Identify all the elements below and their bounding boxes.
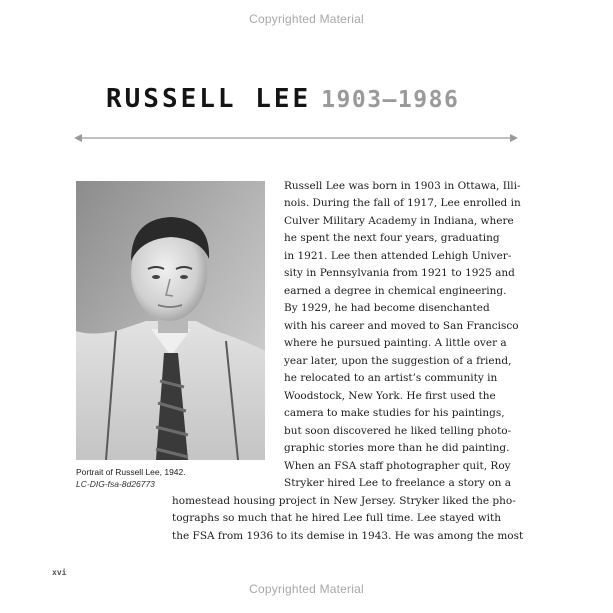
body-line: Stryker hired Lee to freelance a story on a [284,477,511,489]
caption-text: Portrait of Russell Lee, 1942. [76,467,186,477]
body-line: homestead housing project in New Jersey. Stryker liked the pho- [172,495,516,507]
body-line: he relocated to an artist’s community in [284,372,498,384]
body-line: he spent the next four years, graduating [284,232,500,244]
body-line: When an FSA staff photographer quit, Roy [284,460,511,472]
body-line: By 1929, he had become disenchanted [284,302,490,314]
body-line: nois. During the fall of 1917, Lee enrolled in [284,197,521,209]
copyright-watermark-top: Copyrighted Material [249,12,364,26]
body-line: sity in Pennsylvania from 1921 to 1925 and [284,267,515,279]
caption-credit: LC-DIG-fsa-8d26773 [76,479,155,489]
body-line: camera to make studies for his paintings, [284,407,505,419]
life-years: 1903–1986 [321,87,460,113]
body-line: tographs so much that he hired Lee full time. Lee stayed with [172,512,502,524]
body-line: in 1921. Lee then attended Lehigh Univer- [284,250,512,262]
body-line: where he pursued painting. A little over a [284,337,507,349]
body-line: Woodstock, New York. He first used the [284,390,496,402]
page-number: xvi [52,568,67,577]
photographer-name: RUSSELL LEE [106,84,312,114]
body-line: with his career and moved to San Francisco [284,320,519,332]
body-line: graphic stories more than he did painting. [284,442,510,454]
copyright-watermark-bottom: Copyrighted Material [249,582,364,596]
body-line: Culver Military Academy in Indiana, where [284,215,514,227]
body-line: earned a degree in chemical engineering. [284,285,507,297]
body-line: year later, upon the suggestion of a friend, [284,355,512,367]
body-line: the FSA from 1936 to its demise in 1943. He was among the most [172,530,524,542]
body-line: but soon discovered he liked telling photo- [284,425,512,437]
body-line: Russell Lee was born in 1903 in Ottawa, Illi- [284,180,521,192]
